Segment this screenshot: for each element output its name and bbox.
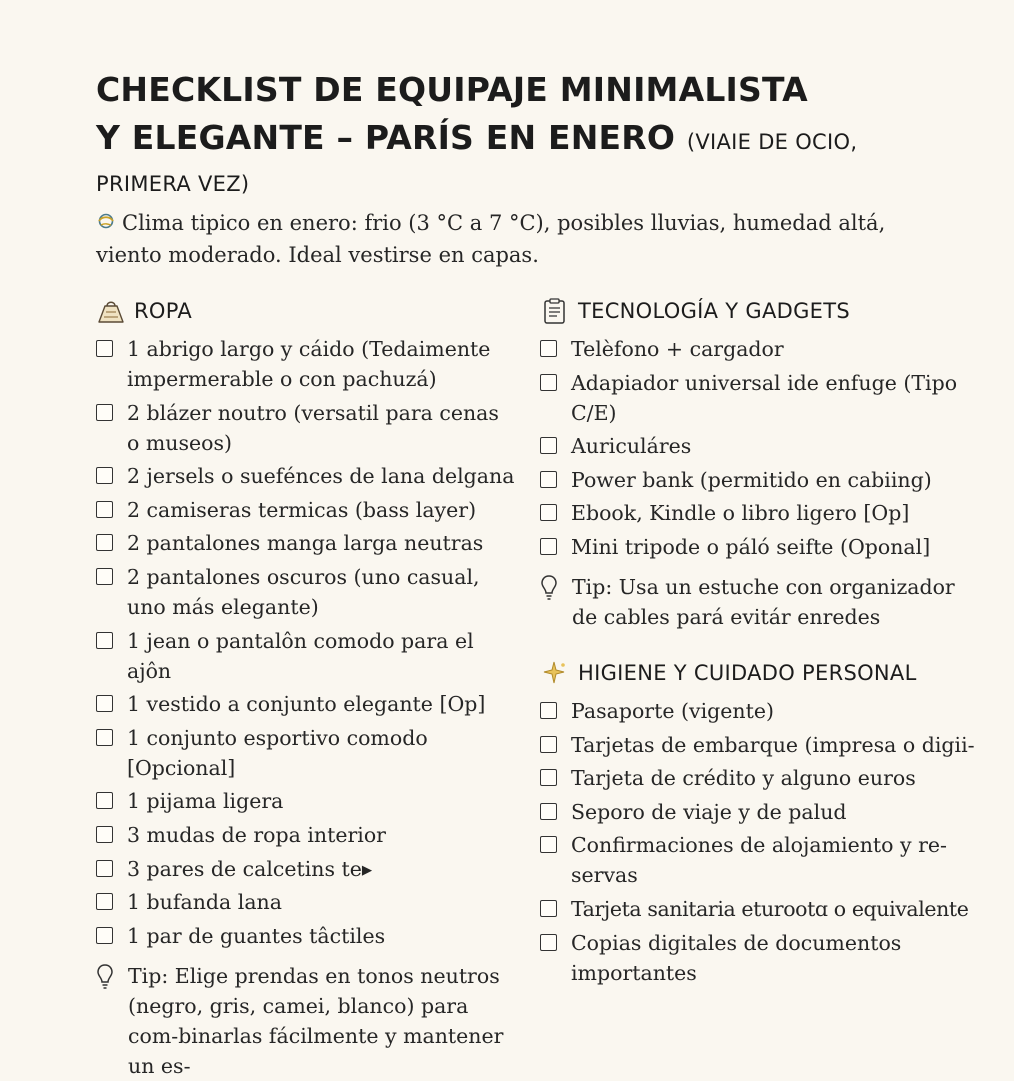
ropa-checkbox-5[interactable] [96, 568, 113, 585]
ropa-checkbox-0[interactable] [96, 340, 113, 357]
ropa-checkbox-11[interactable] [96, 860, 113, 877]
tecnologia-item-1 [540, 368, 960, 428]
higiene-title: HIGIENE Y CUIDADO PERSONAL [578, 660, 917, 685]
clothes-bag-icon [96, 298, 126, 324]
ropa-item-text: 2 jersels o suefénces de lana delgana [127, 464, 515, 489]
ropa-tip-text: Tip: Elige prendas en tonos neutros (negro, gris, camei, blanco) para com-binarlas fácilmente y mantener un es- [128, 963, 504, 1078]
ropa-checkbox-9[interactable] [96, 792, 113, 809]
ropa-item-11 [96, 854, 516, 884]
tecnologia-tip-text: Tip: Usa un estuche con organizador de cables pará evitár enredes [572, 574, 955, 629]
ropa-checkbox-12[interactable] [96, 893, 113, 910]
higiene-item-text: Seporo de viaje y de palud [571, 799, 847, 824]
ropa-item-13 [96, 921, 516, 951]
higiene-item-6 [540, 928, 960, 988]
higiene-checkbox-6[interactable] [540, 934, 557, 951]
tecnologia-checkbox-2[interactable] [540, 437, 557, 454]
higiene-checkbox-2[interactable] [540, 769, 557, 786]
ropa-item-9 [96, 786, 516, 816]
higiene-item-text: Confirmaciones de alojamiento y re-servas [571, 833, 947, 888]
tecnologia-checkbox-1[interactable] [540, 374, 557, 391]
ropa-heading [96, 294, 516, 328]
ropa-item-text: 1 jean o pantalôn comodo para el ajôn [127, 628, 474, 683]
tecnologia-checkbox-4[interactable] [540, 504, 557, 521]
tecnologia-item-3 [540, 465, 960, 495]
higiene-heading [540, 656, 960, 690]
tecnologia-checkbox-3[interactable] [540, 471, 557, 488]
ropa-item-1 [96, 398, 516, 458]
ropa-item-4 [96, 528, 516, 558]
ropa-item-text: 2 blázer noutro (versatil para cenas o museos) [127, 400, 499, 455]
tecnologia-tip [540, 572, 960, 632]
higiene-checkbox-1[interactable] [540, 736, 557, 753]
tecnologia-title: TECNOLOGÍA Y GADGETS [578, 299, 850, 323]
ropa-checkbox-10[interactable] [96, 826, 113, 843]
title-subtitle-a: (VIAIE DE OCIO, [686, 130, 858, 154]
ropa-item-text: 3 pares de calcetins te▸ [127, 856, 373, 881]
clipboard-icon [540, 298, 570, 324]
tecnologia-item-text: Telèfono + cargador [571, 337, 784, 361]
ropa-checkbox-3[interactable] [96, 501, 113, 518]
tecnologia-checkbox-5[interactable] [540, 538, 557, 555]
ropa-item-text: 2 camiseras termicas (bass layer) [127, 497, 477, 522]
climate-intro [96, 208, 916, 271]
tecnologia-item-0 [540, 334, 960, 364]
higiene-checkbox-3[interactable] [540, 803, 557, 820]
ropa-item-text: 1 vestido a conjunto elegante [Op] [127, 692, 486, 717]
tecnologia-item-2 [540, 431, 960, 461]
higiene-checkbox-0[interactable] [540, 702, 557, 719]
higiene-item-text: Pasaporte (vigente) [571, 698, 774, 723]
sparkle-icon [540, 660, 570, 686]
higiene-item-text: Tarjeta sanitaria eturootɑ o equivalente [571, 896, 969, 921]
title-line-2: Y ELEGANTE – PARÍS EN ENERO [96, 118, 676, 157]
ropa-checkbox-6[interactable] [96, 632, 113, 649]
ropa-tip [96, 961, 516, 1081]
ropa-item-text: 1 conjunto esportivo comodo [Opcional] [127, 725, 428, 780]
ropa-item-text: 1 pijama ligera [127, 789, 284, 814]
climate-text: Clima tipico en enero: frio (3 °C a 7 °C), posibles lluvias, humedad altá, viento moderado. Ideal vestirse en capas. [96, 211, 886, 267]
ropa-item-text: 3 mudas de ropa interior [127, 822, 386, 847]
higiene-item-2 [540, 763, 960, 793]
higiene-item-4 [540, 830, 960, 890]
title-subtitle-b: PRIMERA VEZ) [96, 172, 250, 196]
ropa-item-text: 2 pantalones manga larga neutras [127, 531, 484, 556]
lightbulb-icon [540, 574, 558, 602]
tecnologia-heading [540, 294, 960, 328]
right-column [540, 294, 975, 991]
ropa-item-3 [96, 495, 516, 525]
higiene-item-text: Tarjeta de crédito y alguno euros [571, 766, 916, 791]
tecnologia-item-text: Adapiador universal ide enfuge (Tipo C/E) [571, 370, 958, 425]
tecnologia-item-text: Mini tripode o páló seifte (Oponal] [571, 534, 931, 559]
ropa-title: ROPA [134, 299, 193, 323]
ropa-checkbox-7[interactable] [96, 695, 113, 712]
ropa-item-5 [96, 562, 516, 622]
ropa-list [96, 334, 516, 951]
ropa-item-6 [96, 626, 516, 686]
tecnologia-item-text: Ebook, Kindle o libro ligero [Op] [571, 501, 910, 526]
higiene-item-5 [540, 894, 969, 924]
ropa-item-text: 1 abrigo largo y cáido (Tedaimente impermerable o con pachuzá) [127, 337, 491, 391]
higiene-item-1 [540, 730, 975, 760]
higiene-list [540, 696, 975, 988]
globe-icon [96, 209, 116, 240]
ropa-item-7 [96, 689, 516, 719]
tecnologia-checkbox-0[interactable] [540, 340, 557, 357]
higiene-item-3 [540, 797, 960, 827]
lightbulb-icon [96, 963, 114, 991]
ropa-checkbox-4[interactable] [96, 534, 113, 551]
ropa-item-text: 1 par de guantes tâctiles [127, 923, 386, 948]
title-line-1: CHECKLIST DE EQUIPAJE MINIMALISTA [96, 70, 808, 109]
page-title [96, 66, 956, 202]
ropa-checkbox-1[interactable] [96, 404, 113, 421]
ropa-item-12 [96, 887, 516, 917]
higiene-checkbox-4[interactable] [540, 836, 557, 853]
ropa-item-8 [96, 723, 516, 783]
higiene-item-0 [540, 696, 960, 726]
ropa-checkbox-2[interactable] [96, 467, 113, 484]
tecnologia-item-text: Auriculáres [571, 434, 692, 459]
higiene-item-text: Tarjetas de embarque (impresa o digii- [571, 732, 975, 757]
ropa-checkbox-8[interactable] [96, 729, 113, 746]
ropa-item-2 [96, 461, 516, 491]
ropa-item-text: 2 pantalones oscuros (uno casual, uno más elegante) [127, 564, 480, 619]
tecnologia-list [540, 334, 960, 562]
ropa-item-10 [96, 820, 516, 850]
ropa-item-text: 1 bufanda lana [127, 890, 282, 915]
tecnologia-item-5 [540, 532, 960, 562]
ropa-section [96, 294, 516, 1081]
ropa-checkbox-13[interactable] [96, 927, 113, 944]
ropa-item-0 [96, 334, 516, 394]
higiene-checkbox-5[interactable] [540, 900, 557, 917]
tecnologia-item-text: Power bank (permitido en cabiing) [571, 467, 932, 492]
higiene-item-text: Copias digitales de documentos importantes [571, 930, 902, 985]
tecnologia-item-4 [540, 498, 960, 528]
